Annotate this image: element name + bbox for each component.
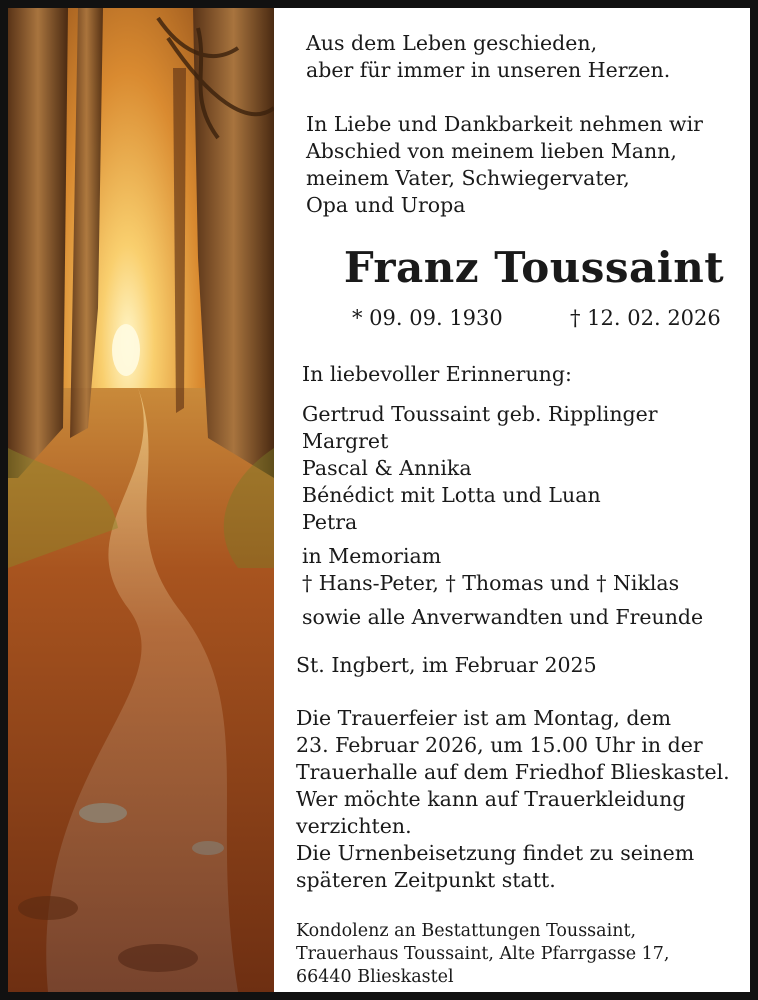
text-line: in Memoriam — [302, 544, 442, 568]
birth-date: * 09. 09. 1930 — [352, 306, 503, 330]
service-info — [296, 705, 730, 894]
relatives-line: sowie alle Anverwandten und Freunde — [302, 605, 704, 629]
text-line: Opa und Uropa — [306, 193, 466, 217]
text-line: späteren Zeitpunkt statt. — [296, 868, 556, 892]
text-line: Die Urnenbeisetzung findet zu seinem — [296, 841, 695, 865]
text-line: meinem Vater, Schwiegervater, — [306, 166, 630, 190]
text-line: 23. Februar 2026, um 15.00 Uhr in der — [296, 733, 703, 757]
text-line: verzichten. — [296, 814, 412, 838]
text-line: Trauerhaus Toussaint, Alte Pfarrgasse 17, — [296, 944, 670, 964]
mourners-list — [302, 401, 658, 536]
list-item: Pascal & Annika — [302, 456, 472, 480]
text-line: 66440 Blieskastel — [296, 967, 454, 987]
text-line: Abschied von meinem lieben Mann, — [306, 139, 677, 163]
text-line: Die Trauerfeier ist am Montag, dem — [296, 706, 672, 730]
text-line: Kondolenz an Bestattungen Toussaint, — [296, 921, 637, 941]
place-date: St. Ingbert, im Februar 2025 — [296, 653, 597, 677]
memoriam-block — [302, 543, 679, 597]
remembrance-heading: In liebevoller Erinnerung: — [302, 362, 572, 386]
text-line: † Hans-Peter, † Thomas und † Niklas — [302, 571, 680, 595]
list-item: Margret — [302, 429, 389, 453]
notice-text — [274, 8, 750, 992]
list-item: Petra — [302, 510, 358, 534]
list-item: Bénédict mit Lotta und Luan — [302, 483, 601, 507]
condolence-address — [296, 920, 669, 989]
text-line: aber für immer in unseren Herzen. — [306, 58, 671, 82]
intro-text — [306, 30, 670, 84]
deceased-name: Franz Toussaint — [343, 243, 725, 292]
text-line: Aus dem Leben geschieden, — [306, 31, 598, 55]
forest-path-image — [8, 8, 274, 992]
text-line: Trauerhalle auf dem Friedhof Blieskastel. — [296, 760, 730, 784]
list-item: Gertrud Toussaint geb. Ripplinger — [302, 402, 658, 426]
farewell-text — [306, 111, 703, 219]
text-line: Wer möchte kann auf Trauerkleidung — [296, 787, 686, 811]
text-line: In Liebe und Dankbarkeit nehmen wir — [306, 112, 703, 136]
death-date: † 12. 02. 2026 — [570, 306, 721, 330]
